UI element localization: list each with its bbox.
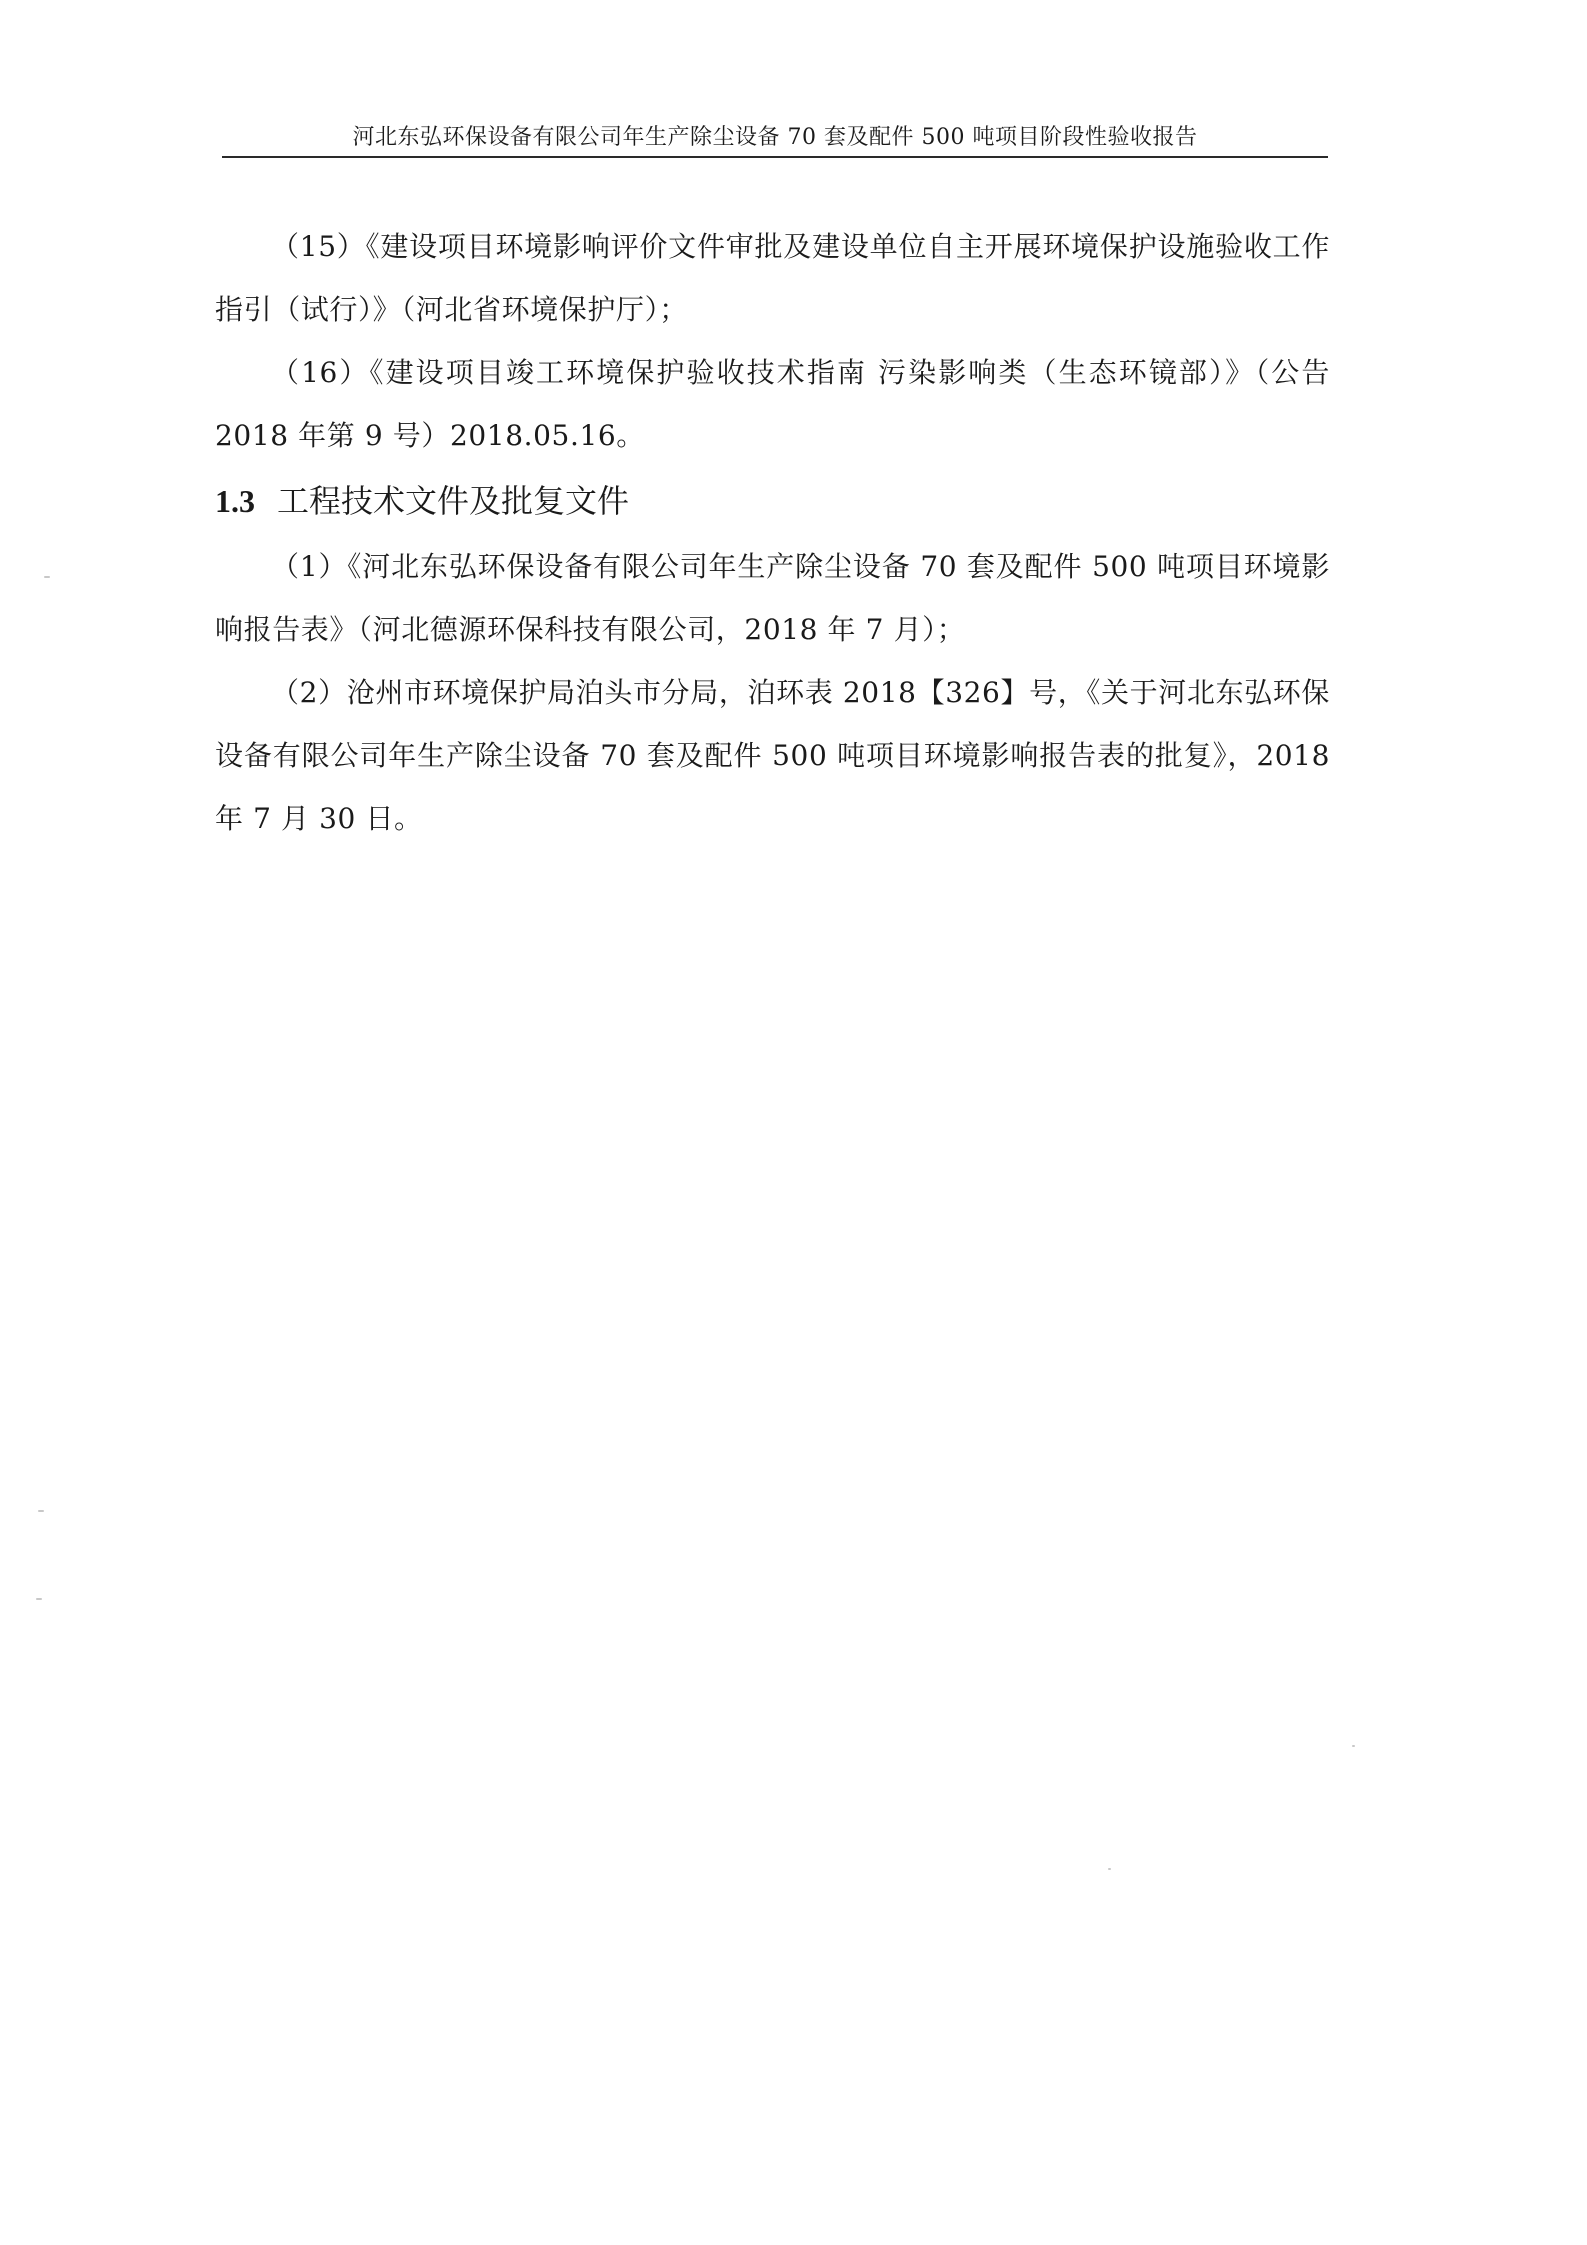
- scan-speck: [36, 1598, 42, 1600]
- scan-speck: [1108, 1868, 1111, 1870]
- section-heading: [215, 467, 1330, 535]
- scan-speck: [1352, 1745, 1355, 1747]
- running-header: 河北东弘环保设备有限公司年生产除尘设备 70 套及配件 500 吨项目阶段性验收报告: [352, 125, 1198, 150]
- scan-speck: [44, 576, 50, 578]
- page-body: [215, 215, 1330, 850]
- header-divider: [222, 156, 1328, 158]
- reference-item-16: （16）《建设项目竣工环境保护验收技术指南 污染影响类（生态环镜部）》（公告 2018 年第 9 号）2018.05.16。: [215, 356, 1330, 452]
- reference-item-15: （15）《建设项目环境影响评价文件审批及建设单位自主开展环境保护设施验收工作指引（试行）》（河北省环境保护厅）；: [215, 230, 1330, 326]
- scan-speck: [38, 1510, 44, 1512]
- section-number: 1.3: [215, 483, 255, 519]
- section-title: 工程技术文件及批复文件: [277, 482, 630, 520]
- technical-document-item-1: （1）《河北东弘环保设备有限公司年生产除尘设备 70 套及配件 500 吨项目环境影响报告表》（河北德源环保科技有限公司，2018 年 7 月）；: [215, 550, 1330, 646]
- technical-document-item-2: （2）沧州市环境保护局泊头市分局，泊环表 2018【326】号，《关于河北东弘环保设备有限公司年生产除尘设备 70 套及配件 500 吨项目环境影响报告表的批复》，2018 年 7 月 30 日。: [215, 676, 1330, 835]
